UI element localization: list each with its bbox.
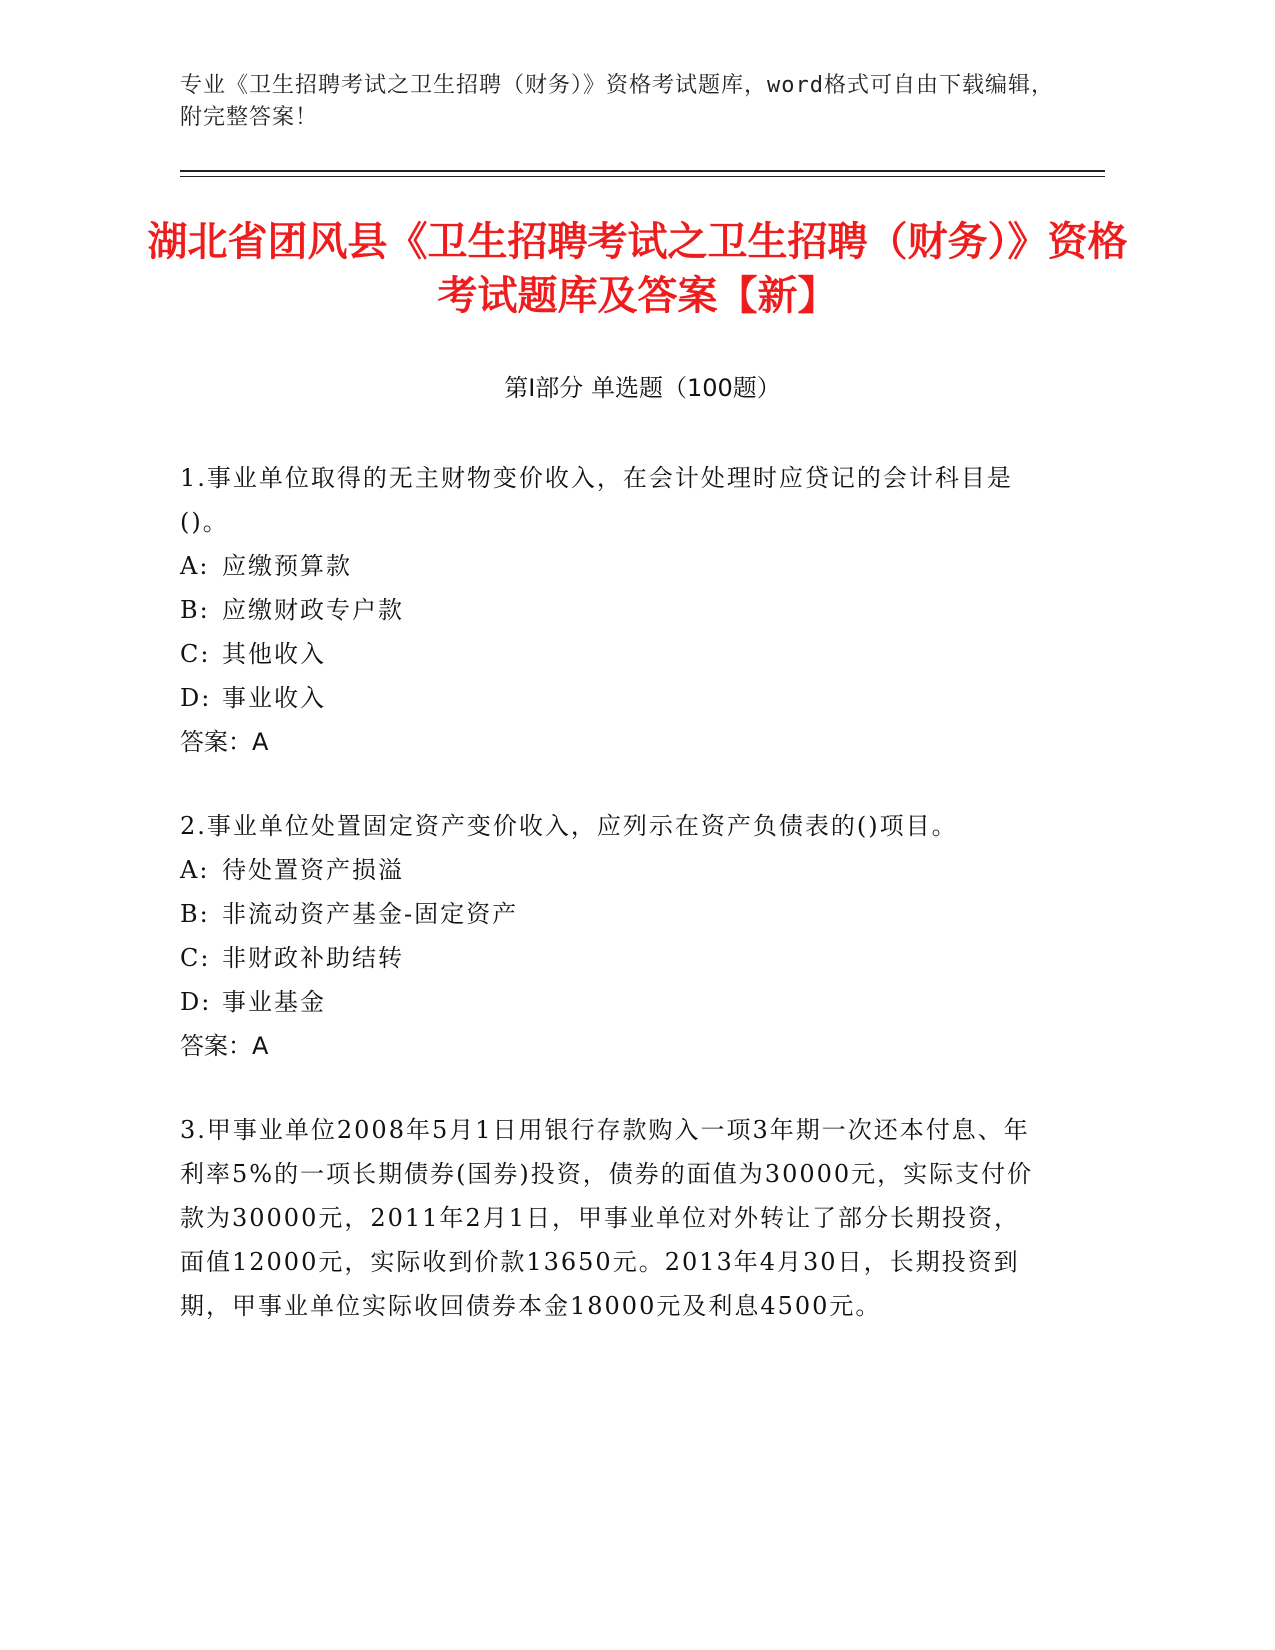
option-a — [180, 848, 1040, 892]
document-title: 湖北省团风县《卫生招聘考试之卫生招聘（财务）》资格考试题库及答案【新】 — [147, 219, 1128, 319]
option-text: 非财政补助结转 — [222, 944, 404, 972]
option-key: B: — [180, 900, 210, 928]
answer-line: 答案：A — [180, 728, 269, 756]
question-item — [180, 456, 1040, 764]
option-text: 非流动资产基金-固定资产 — [222, 900, 519, 928]
option-d — [180, 676, 1040, 720]
option-key: C: — [180, 944, 211, 972]
option-d — [180, 980, 1040, 1024]
section-title: 第Ⅰ部分 单选题（100题） — [504, 374, 781, 402]
option-text: 应缴预算款 — [222, 552, 352, 580]
option-a — [180, 544, 1040, 588]
option-c — [180, 936, 1040, 980]
question-item — [180, 804, 1040, 1068]
answer-line: 答案：A — [180, 1032, 269, 1060]
question-text: 2.事业单位处置固定资产变价收入，应列示在资产负债表的()项目。 — [180, 812, 958, 840]
question-list — [180, 456, 1040, 1368]
option-key: D: — [180, 988, 212, 1016]
question-text: 1.事业单位取得的无主财物变价收入，在会计处理时应贷记的会计科目是()。 — [180, 464, 1013, 536]
option-key: B: — [180, 596, 210, 624]
option-c — [180, 632, 1040, 676]
option-b — [180, 588, 1040, 632]
option-text: 事业基金 — [222, 988, 326, 1016]
header-divider — [180, 170, 1105, 172]
option-text: 待处置资产损溢 — [222, 856, 404, 884]
option-text: 其他收入 — [222, 640, 326, 668]
option-text: 事业收入 — [222, 684, 326, 712]
option-b — [180, 892, 1040, 936]
option-key: A: — [180, 856, 210, 884]
question-item — [180, 1108, 1040, 1328]
option-key: D: — [180, 684, 212, 712]
header-divider-thin — [180, 176, 1105, 177]
option-key: A: — [180, 552, 210, 580]
question-text: 3.甲事业单位2008年5月1日用银行存款购入一项3年期一次还本付息、年利率5%的一项长期债券(国券)投资，债券的面值为30000元，实际支付价款为30000元，2011年2月1日，甲事业单位对外转让了部分长期投资，面值12000元，实际收到价款13650元。2013年4月30日，长期投资到期，甲事业单位实际收回债券本金18000元及利息4500元。 — [180, 1116, 1034, 1320]
header-note: 专业《卫生招聘考试之卫生招聘（财务）》资格考试题库，word格式可自由下载编辑，附完整答案！ — [180, 73, 1054, 130]
option-key: C: — [180, 640, 211, 668]
option-text: 应缴财政专户款 — [222, 596, 404, 624]
